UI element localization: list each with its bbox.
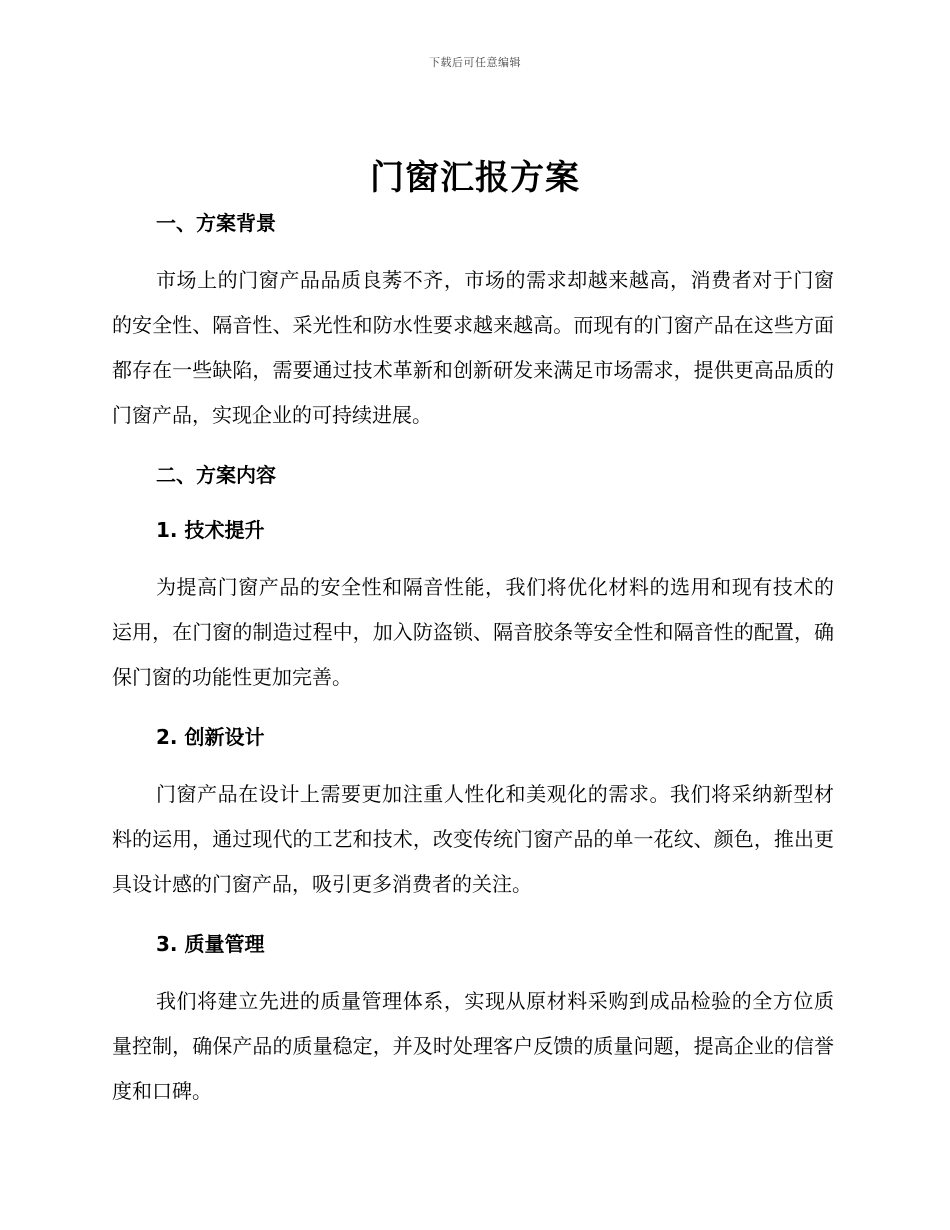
subsection-heading-design: 2. 创新设计	[156, 725, 265, 749]
document-body	[112, 205, 834, 1114]
paragraph-quality: 我们将建立先进的质量管理体系，实现从原材料采购到成品检验的全方位质量控制，确保产品的质量稳定，并及时处理客户反馈的质量问题，提高企业的信誉度和口碑。	[112, 989, 834, 1103]
subsection-heading-tech: 1. 技术提升	[156, 518, 265, 542]
paragraph-design: 门窗产品在设计上需要更加注重人性化和美观化的需求。我们将采纳新型材料的运用，通过现代的工艺和技术，改变传统门窗产品的单一花纹、颜色，推出更具设计感的门窗产品，吸引更多消费者的关注。	[112, 782, 834, 896]
section-heading-content: 二、方案内容	[156, 463, 276, 487]
paragraph-tech: 为提高门窗产品的安全性和隔音性能，我们将优化材料的选用和现有技术的运用，在门窗的制造过程中，加入防盗锁、隔音胶条等安全性和隔音性的配置，确保门窗的功能性更加完善。	[112, 575, 834, 689]
header-note: 下载后可任意编辑	[429, 56, 521, 69]
paragraph-background: 市场上的门窗产品品质良莠不齐，市场的需求却越来越高，消费者对于门窗的安全性、隔音性、采光性和防水性要求越来越高。而现有的门窗产品在这些方面都存在一些缺陷，需要通过技术革新和创新研发来满足市场需求，提供更高品质的门窗产品，实现企业的可持续进展。	[112, 268, 834, 427]
document-title: 门窗汇报方案	[370, 158, 580, 198]
subsection-heading-quality: 3. 质量管理	[156, 932, 265, 956]
section-heading-background: 一、方案背景	[156, 211, 276, 235]
